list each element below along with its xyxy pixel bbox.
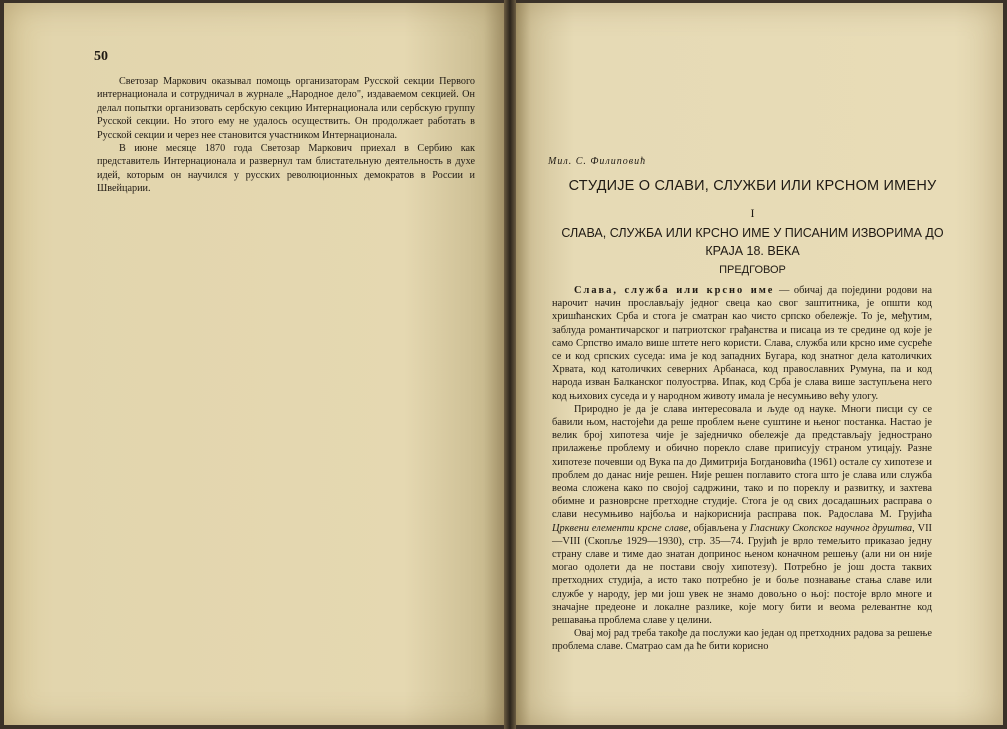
paragraph-2-start: Природно је да је слава интересовала и људе од науке. Многи писци су се бавили њом, настојећи да реше проблем њене суштине и њеног постанка. Настао је велик број хипотеза чије је заједничко обележје да представљају једнострано прилажење проблему и обично порекло славе приписују страном утицају. Разне хипотезе почевши од Вука па до Димитрија Богдановића (1961) остале су хипотезе и проблем до данас није решен. Није решен поглавито стога што је слава или служба веома сложена како по својој садржини, тако и по пореклу и развитку, и захтева обимне и разноврсне претходне студије. Стога је од свих досадашњих расправа о слави несумњиво најбоља и најкориснија расправа пок. Радослава М. Грујића (552, 403, 932, 521)
paragraph-2-mid: , објављена у (688, 522, 750, 534)
book-gutter (504, 0, 516, 729)
article-title: СТУДИЈЕ О СЛАВИ, СЛУЖБИ ИЛИ КРСНОМ ИМЕНУ (568, 178, 937, 194)
paragraph-2-end: , VII—VIII (Скопље 1929—1930), стр. 35—74. Грујић је врло темељито приказао једну страну славе и тиме дао знатан допринос њеном коначном решењу (али ни он није могао одолети да не постави своју хипотезу). Потребно је још доста таквих претходних студија, а исто тако потребно је и боље познавање стања славе или службе у народу, јер ми још увек не знамо довољно о њој: постоје врло многе и значајне предеоне и локалне разлике, које могу бити и веома релевантне код решавања проблема славе у целини. (552, 522, 933, 627)
lead-term: Слава, служба или крсно име (574, 285, 775, 296)
cited-journal: Гласнику Скопског научног друштва (749, 522, 913, 534)
article-author: Мил. С. Филиповић (548, 156, 647, 167)
preface-heading: ПРЕДГОВОР (719, 264, 786, 276)
page-number: 50 (94, 49, 108, 64)
left-page-body (97, 75, 475, 196)
right-paragraph-2 (552, 403, 932, 627)
section-subtitle: СЛАВА, СЛУЖБА ИЛИ КРСНО ИМЕ У ПИСАНИМ ИЗВОРИМА ДО КРАЈА 18. ВЕКА (561, 226, 944, 258)
right-paragraph-1 (552, 284, 932, 403)
paragraph-1-text: — обичај да поједини родови на нарочит начин прослављају једног свеца као свог заштитника, је општи код хришћанских Срба и стога је сматран као чисто српско обележје. То је, међутим, заблуда романтичарског и патриотског грађанства и писаца из те средине од које је само Српство имало више штете него користи. Слава, служба или крсно име сусреће се и код српских суседа: има је код западних Бугара, код знатног дела католичких Хрвата, код католичких северних Арбанаса, код православних Румуна, па и код народа изван Балканског полуострва. Ипак, код Срба је слава више заступљена него код њихових суседа и у народном животу имала је несумњиво већу улогу. (552, 285, 932, 402)
cited-title: Црквени елементи крсне славе (552, 522, 689, 534)
left-paragraph-1: Светозар Маркович оказывал помощь организаторам Русской секции Первого интернационала и сотрудничал в журнале „Народное дело", издаваемом секцией. Он делал попытки организовать сербскую секцию Интернационала или сербскую группу Русской секции. Но этого ему не удалось осуществить. Он продолжает работать в Русской секции и через нее становится участником Интернационала. (97, 76, 475, 141)
left-paragraph-2: В июне месяце 1870 года Светозар Маркович приехал в Сербию как представитель Интернационала и развернул там блистательную деятельность в духе идей, которым он научился у русских революционных демократов в России и Швейцарии. (97, 143, 475, 195)
right-page-body (552, 284, 932, 654)
section-number: I (750, 206, 755, 220)
right-paragraph-3: Овај мој рад треба такође да послужи као један од претходних радова за решење проблема славе. Сматрао сам да ће бити корисно (552, 628, 932, 653)
